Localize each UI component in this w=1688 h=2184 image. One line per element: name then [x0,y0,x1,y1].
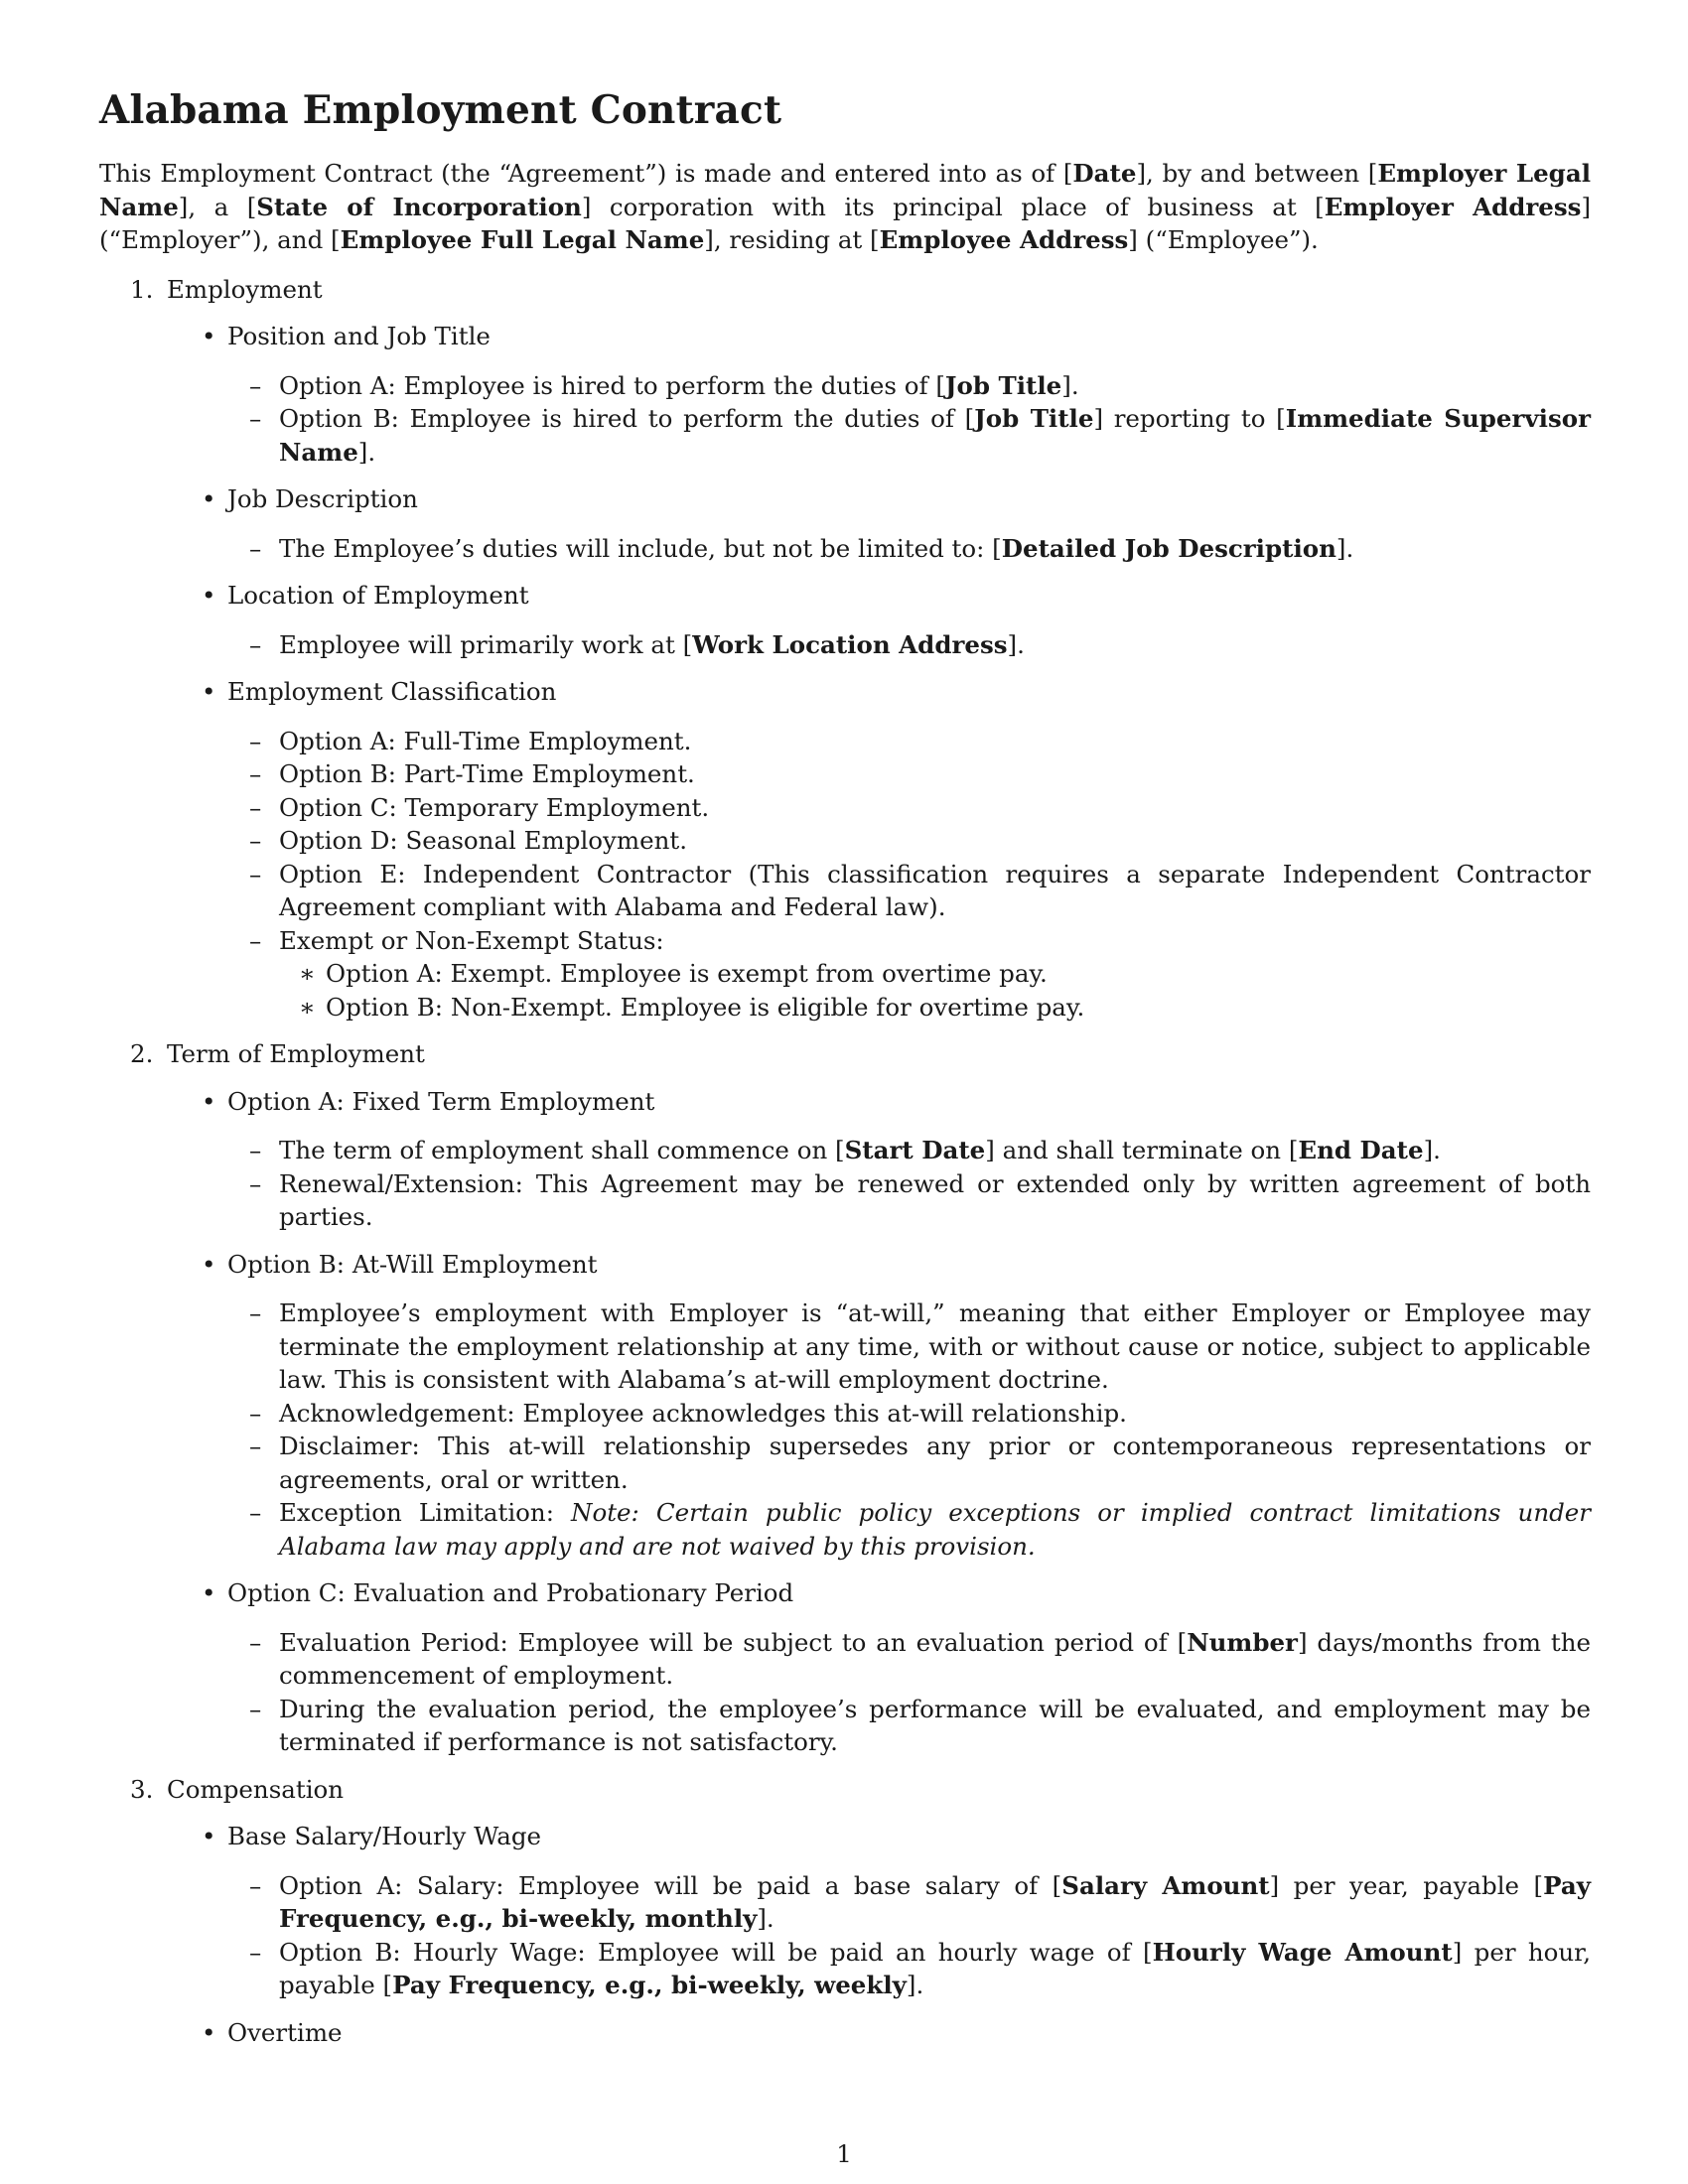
section-compensation [130,1773,1592,2050]
section-number: 1. [130,274,154,304]
clause-text: Option B: Hourly Wage: Employee will be paid an hourly wage of [ [279,1937,1153,1967]
clause-text: ]. [1423,1136,1441,1164]
placeholder-employee-address: Employee Address [879,225,1129,254]
subsection-position [227,320,1591,469]
placeholder-end-date: End Date [1298,1136,1424,1164]
intro-paragraph [99,157,1591,257]
placeholder-pay-frequency: Pay Frequency, e.g., bi-weekly, monthly [279,1870,1592,1933]
clause-item [279,924,1591,1024]
section-list [99,273,1591,2050]
clause-text: ] per hour, payable [ [279,1937,1591,1999]
subsection-base-salary [227,1820,1591,2002]
clause-list [227,369,1591,470]
clause-item: – Option A: Full-Time Employment. [279,725,1591,758]
clause-item: – Acknowledgement: Employee acknowledges this at-will relationship. [279,1397,1591,1431]
clause-text: Evaluation Period: Employee will be subject to an evaluation period of [ [279,1627,1188,1657]
clause-list [227,1626,1591,1759]
placeholder-number: Number [1187,1627,1298,1657]
subsection-list [167,1085,1591,1759]
placeholder-start-date: Start Date [844,1136,986,1164]
subsection-list [167,1820,1591,2049]
clause-item: – Option E: Independent Contractor (This classification requires a separate Independent Contractor Agreement compliant with Alabama and Federal law). [279,858,1591,924]
clause-text: ] per year, payable [ [1269,1870,1544,1900]
clause-item [279,1869,1591,1936]
section-employment [130,273,1591,1024]
clause-item: – During the evaluation period, the employee’s performance will be evaluated, and employment may be terminated if performance is not satisfactory. [279,1693,1591,1759]
clause-text: Exempt or Non-Exempt Status: [279,925,664,955]
subsection-title: Overtime [227,2017,343,2047]
intro-text: ] corporation with its principal place of business at [ [581,192,1325,221]
clause-item: – Option C: Temporary Employment. [279,791,1591,825]
placeholder-job-title: Job Title [974,404,1094,433]
clause-list [227,628,1591,662]
placeholder-hourly-wage-amount: Hourly Wage Amount [1152,1937,1453,1967]
subsection-title: Employment Classification [227,677,557,706]
clause-list [227,1869,1591,2002]
clause-item [279,402,1591,469]
subsection-at-will [227,1248,1591,1564]
clause-item [279,628,1591,662]
section-number: 2. [130,1039,154,1068]
section-number: 3. [130,1774,154,1804]
placeholder-date: Date [1072,159,1137,188]
subsection-location [227,579,1591,661]
clause-item: – Renewal/Extension: This Agreement may be renewed or extended only by written agreement of both parties. [279,1167,1591,1234]
clause-item: – Option B: Part-Time Employment. [279,757,1591,791]
placeholder-employer-legal-name: Employer Legal Name [99,159,1591,221]
placeholder-pay-frequency: Pay Frequency, e.g., bi-weekly, weekly [392,1971,907,1999]
sub-clause-list [279,957,1591,1024]
section-title: Employment [167,274,323,304]
subsection-title: Option A: Fixed Term Employment [227,1086,655,1116]
clause-list [227,1297,1591,1563]
clause-text: ]. [357,437,376,467]
clause-item [279,369,1591,403]
clause-item [279,1936,1591,2002]
placeholder-employee-full-legal-name: Employee Full Legal Name [340,225,705,254]
clause-text: ]. [1007,629,1025,659]
placeholder-work-location: Work Location Address [692,629,1008,659]
clause-item [279,532,1591,566]
clause-text: ]. [1336,533,1354,563]
placeholder-supervisor-name: Immediate Supervisor Name [279,404,1591,467]
subsection-evaluation [227,1576,1591,1759]
clause-text: Employee will primarily work at [ [279,629,693,659]
clause-text: ] days/months from the commencement of employment. [279,1627,1591,1690]
subsection-classification [227,675,1591,1024]
clause-text: The Employee’s duties will include, but not be limited to: [ [279,533,1002,563]
section-term-of-employment [130,1037,1591,1759]
subsection-job-description [227,482,1591,565]
clause-item: – Disclaimer: This at-will relationship supersedes any prior or contemporaneous representations or agreements, oral or written. [279,1430,1591,1496]
clause-text: ]. [906,1971,924,1999]
intro-text: ] (“Employer”), and [ [99,192,1591,254]
intro-text: This Employment Contract (the “Agreement”) is made and entered into as of [ [99,159,1073,188]
subsection-title: Position and Job Title [227,322,491,350]
clause-list [227,725,1591,1024]
placeholder-job-description: Detailed Job Description [1001,533,1336,563]
clause-text: Exception Limitation: [279,1498,572,1527]
placeholder-job-title: Job Title [944,370,1062,400]
intro-text: ], a [ [178,192,257,221]
clause-item [279,1626,1591,1693]
clause-item [279,1496,1591,1563]
placeholder-state-of-incorporation: State of Incorporation [256,192,582,221]
section-title: Term of Employment [167,1039,425,1068]
subsection-title: Base Salary/Hourly Wage [227,1822,542,1850]
subsection-title: Job Description [227,484,418,513]
subsection-title: Location of Employment [227,581,529,610]
clause-text: Option B: Employee is hired to perform the duties of [ [279,404,975,433]
clause-text: The term of employment shall commence on [ [279,1136,845,1164]
subsection-fixed-term [227,1085,1591,1234]
subsection-title: Option C: Evaluation and Probationary Period [227,1578,794,1607]
intro-text: ], by and between [ [1136,159,1378,188]
placeholder-employer-address: Employer Address [1324,192,1582,221]
italic-note: Note: Certain public policy exceptions or implied contract limitations under Alabama law may apply and are not waived by this provision. [279,1498,1591,1561]
document-page [99,85,1591,2063]
clause-item: – Option D: Seasonal Employment. [279,824,1591,858]
sub-clause-item: ∗ Option B: Non-Exempt. Employee is eligible for overtime pay. [326,991,1591,1024]
clause-text: ] and shall terminate on [ [985,1136,1299,1164]
clause-text: Option A: Salary: Employee will be paid a base salary of [ [279,1870,1062,1900]
clause-text: ]. [1061,370,1079,400]
subsection-list [167,320,1591,1024]
clause-item: – Employee’s employment with Employer is “at-will,” meaning that either Employer or Employee may terminate the employment relationship at any time, with or without cause or notice, subject to applicable law. This is consistent with Alabama’s at-will employment doctrine. [279,1297,1591,1397]
subsection-title: Option B: At-Will Employment [227,1249,598,1279]
document-title: Alabama Employment Contract [99,87,782,133]
subsection-overtime [227,2016,1591,2050]
clause-list [227,1134,1591,1234]
intro-text: ], residing at [ [704,225,880,254]
clause-list [227,532,1591,566]
clause-item [279,1134,1591,1167]
clause-text: ]. [757,1904,774,1933]
sub-clause-item: ∗ Option A: Exempt. Employee is exempt from overtime pay. [326,957,1591,991]
section-title: Compensation [167,1774,345,1804]
clause-text: ] reporting to [ [1093,404,1286,433]
page-number: 1 [836,2139,852,2168]
intro-text: ] (“Employee”). [1128,225,1319,254]
clause-text: Option A: Employee is hired to perform the duties of [ [279,370,945,400]
placeholder-salary-amount: Salary Amount [1061,1870,1270,1900]
